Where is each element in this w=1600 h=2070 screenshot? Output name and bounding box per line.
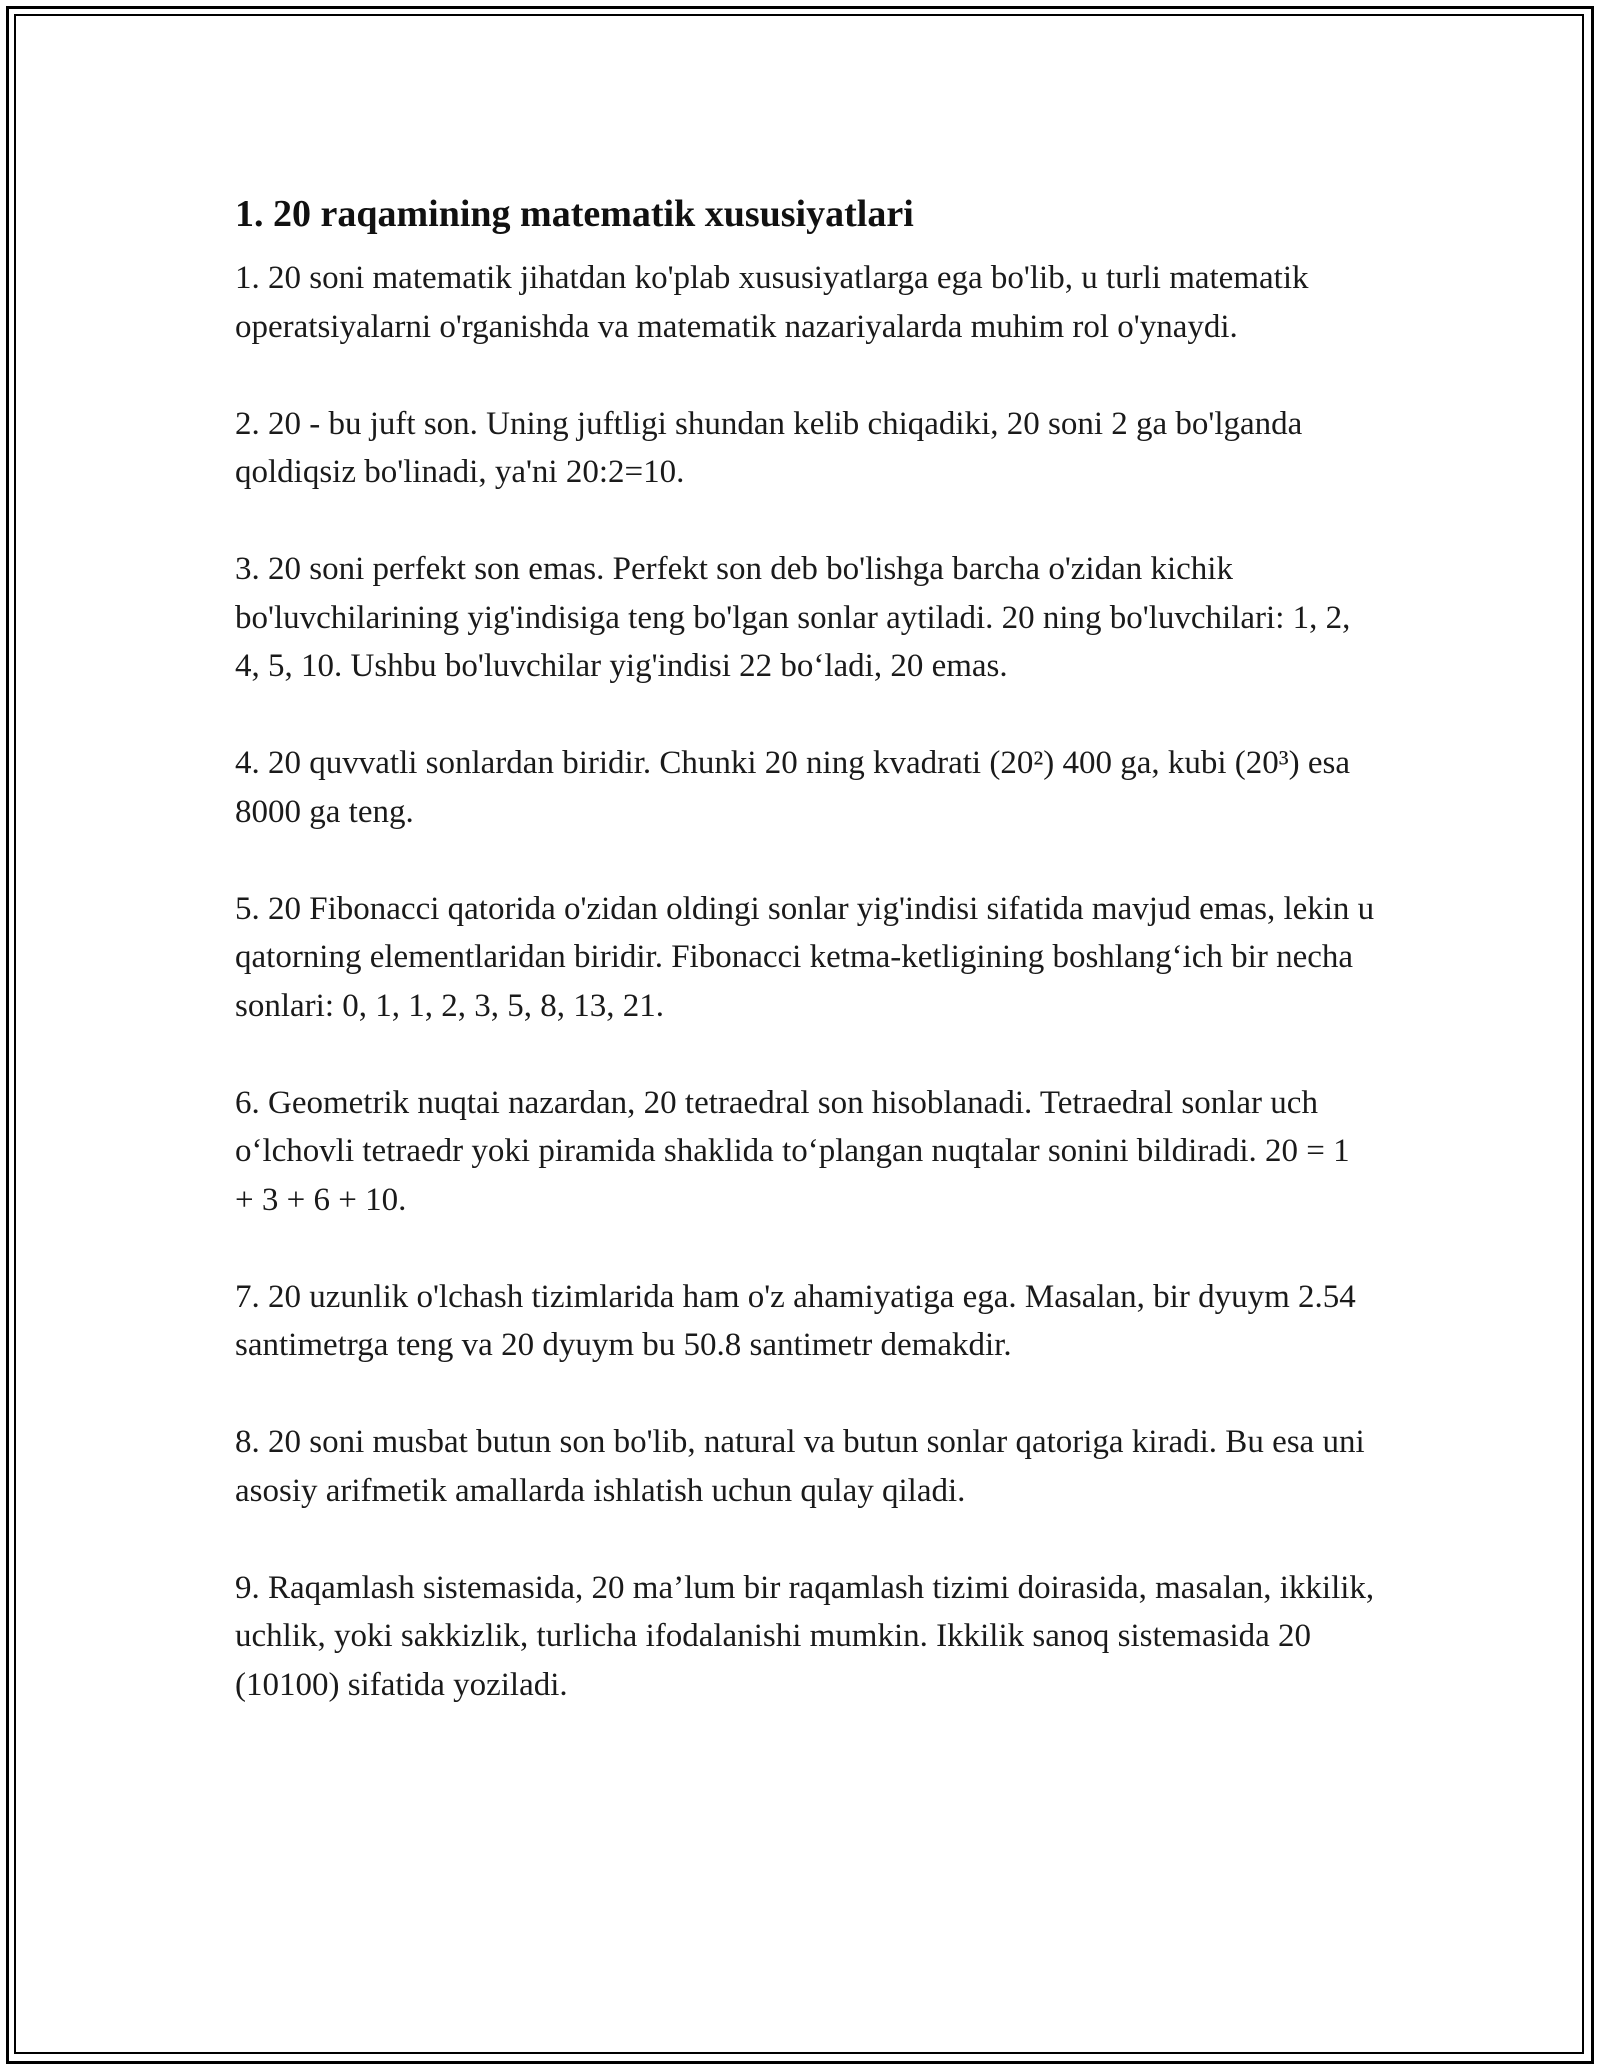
paragraph-2: 2. 20 - bu juft son. Uning juftligi shundan kelib chiqadiki, 20 soni 2 ga bo'lganda qoldiqsiz bo'linadi, ya'ni 20:2=10. bbox=[235, 405, 1303, 490]
document-body bbox=[235, 186, 1375, 1758]
document-title: 1. 20 raqamining matematik xususiyatlari bbox=[235, 193, 914, 235]
paragraph-9: 9. Raqamlash sistemasida, 20 ma’lum bir raqamlash tizimi doirasida, masalan, ikkilik, uchlik, yoki sakkizlik, turlicha ifodalanishi mumkin. Ikkilik sanoq sistemasida 20 (10100) sifatida yoziladi. bbox=[235, 1569, 1375, 1703]
paragraph-3: 3. 20 soni perfekt son emas. Perfekt son deb bo'lishga barcha o'zidan kichik bo'luvchilarining yig'indisiga teng bo'lgan sonlar aytiladi. 20 ning bo'luvchilari: 1, 2, 4, 5, 10. Ushbu bo'luvchilar yig'indisi 22 bo‘ladi, 20 emas. bbox=[235, 551, 1351, 684]
paragraph-8: 8. 20 soni musbat butun son bo'lib, natural va butun sonlar qatoriga kiradi. Bu esa uni asosiy arifmetik amallarda ishlatish uchun qulay qiladi. bbox=[235, 1424, 1365, 1509]
paragraph-7: 7. 20 uzunlik o'lchash tizimlarida ham o'z ahamiyatiga ega. Masalan, bir dyuym 2.54 santimetrga teng va 20 dyuym bu 50.8 santimetr demakdir. bbox=[235, 1278, 1356, 1363]
paragraph-4: 4. 20 quvvatli sonlardan biridir. Chunki 20 ning kvadrati (20²) 400 ga, kubi (20³) esa 8000 ga teng. bbox=[235, 745, 1351, 830]
paragraph-5: 5. 20 Fibonacci qatorida o'zidan oldingi sonlar yig'indisi sifatida mavjud emas, lekin u qatorning elementlaridan biridir. Fibonacci ketma-ketligining boshlang‘ich bir necha sonlari: 0, 1, 1, 2, 3, 5, 8, 13, 21. bbox=[235, 890, 1375, 1024]
paragraph-6: 6. Geometrik nuqtai nazardan, 20 tetraedral son hisoblanadi. Tetraedral sonlar uch o‘lchovli tetraedr yoki piramida shaklida to‘plangan nuqtalar sonini bildiradi. 20 = 1 + 3 + 6 + 10. bbox=[235, 1084, 1350, 1218]
paragraph-1: 1. 20 soni matematik jihatdan ko'plab xususiyatlarga ega bo'lib, u turli matematik operatsiyalarni o'rganishda va matematik nazariyalarda muhim rol o'ynaydi. bbox=[235, 260, 1309, 345]
